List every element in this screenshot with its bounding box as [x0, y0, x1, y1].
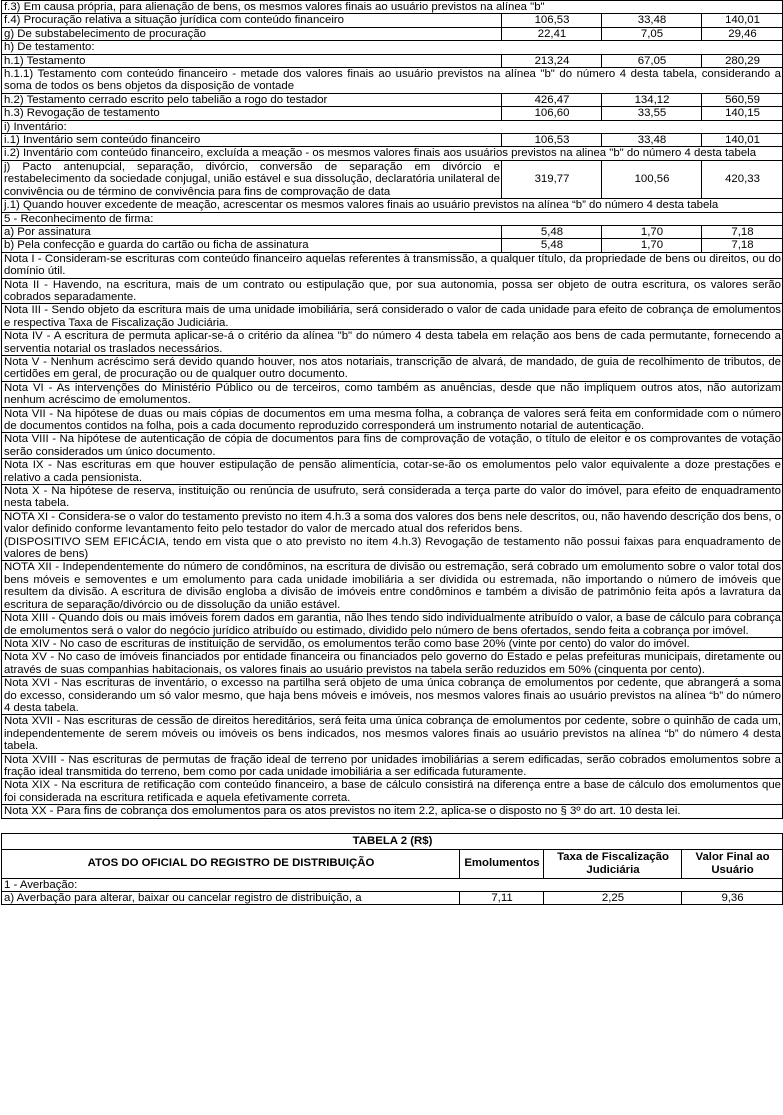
- table-row: [2, 147, 783, 160]
- row-text: [2, 407, 783, 433]
- row-text-main: Nota XIV - No caso de escrituras de instituição de servidão, os emolumentos terão como base 20% (vinte por cento) do valor do imóvel.: [4, 637, 690, 650]
- table-row: [2, 637, 783, 650]
- row-description: g) De substabelecimento de procuração: [2, 27, 502, 40]
- row-text-main: Nota VIII - Na hipótese de autenticação de cópia de documentos para fins de comprovação de votação, o título de eleitor e os comprovantes de votação serão considerados um único documento.: [4, 433, 782, 458]
- table-row: [2, 677, 783, 715]
- row-a-description: a) Averbação para alterar, baixar ou cancelar registro de distribuição, a: [2, 892, 460, 905]
- row-text: [2, 147, 783, 160]
- table-row: [2, 612, 783, 638]
- header-atos: ATOS DO OFICIAL DO REGISTRO DE DISTRIBUIÇÃO: [2, 849, 460, 878]
- table-row: [2, 68, 783, 94]
- row-valor-final: 280,29: [702, 54, 783, 67]
- table-row: [2, 651, 783, 677]
- row-text: [2, 637, 783, 650]
- row-taxa: 33,55: [602, 107, 702, 120]
- row-text: [2, 355, 783, 381]
- row-text-main: NOTA XI - Considera-se o valor do testamento previsto no item 4.h.3 a soma dos valores dos bens nele descritos, ou, não havendo descrição dos bens, o valor definido conforme levantamento feito pelo testador do valor de mercado atual dos referidos bens.: [4, 510, 782, 536]
- row-a-taxa: 2,25: [544, 892, 682, 905]
- row-valor-final: 140,01: [702, 14, 783, 27]
- row-text: [2, 459, 783, 485]
- row-emolumentos: 5,48: [502, 225, 602, 238]
- table-row: [2, 805, 783, 818]
- row-emolumentos: 106,53: [502, 14, 602, 27]
- row-description: h.1) Testamento: [2, 54, 502, 67]
- row-text-main: Nota IX - Nas escrituras em que houver estipulação de pensão alimentícia, cotar-se-ão os emolumentos pelo valor equivalente a doze prestações e relativo a cada pensionista.: [4, 459, 782, 484]
- table-row: [2, 330, 783, 356]
- section-averbacao: 1 - Averbação:: [2, 878, 783, 891]
- table-row: [2, 355, 783, 381]
- row-text-main: f.3) Em causa própria, para alienação de bens, os mesmos valores finais ao usuário previstos na alínea "b": [4, 1, 545, 13]
- row-text-main: Nota XIII - Quando dois ou mais imóveis forem dados em garantia, não lhes tendo sido individualmente atribuído o valor, a base de cálculo para cobrança de emolumentos será o valor do negócio jurídico atribuído ou estimado, dividido pelo número de bens ofertados, sendo feita a cobrança por imóvel.: [4, 612, 782, 637]
- row-text-main: h) De testamento:: [4, 41, 95, 54]
- row-text: [2, 120, 783, 133]
- row-text: [2, 212, 783, 225]
- table-row: [2, 381, 783, 407]
- row-text-main: Nota XX - Para fins de cobrança dos emolumentos para os atos previstos no item 2.2, aplica-se o disposto no § 3º do art. 10 desta lei.: [4, 805, 681, 818]
- row-valor-final: 29,46: [702, 27, 783, 40]
- row-text-main: Nota XVI - Nas escrituras de inventário, o excesso na partilha será objeto de uma única cobrança de emolumentos por cedente, que abrangerá a soma do excesso, considerando um só valor mesmo, que haja bens móveis e imóveis, nos mesmos valores finais ao usuário previstos na alínea “b” do número 4 desta tabela.: [4, 677, 782, 714]
- row-text-main: NOTA XII - Independentemente do número de condôminos, na escritura de divisão ou estremação, será cobrado um emolumento sobre o valor total dos bens móveis e semoventes e um emolumento para cada unidade imobiliária a ser dividida ou estremada, não importando o número de imóveis que resultem da divisão. A escritura de divisão engloba a divisão de imóveis entre condôminos e também a divisão de patrimônio feita após a lavratura da escritura de separação/divórcio ou de dissolução da união estável.: [4, 561, 782, 611]
- row-emolumentos: 22,41: [502, 27, 602, 40]
- row-text: [2, 510, 783, 561]
- table-row: [2, 779, 783, 805]
- row-text: [2, 68, 783, 94]
- table-row: [2, 120, 783, 133]
- row-text-main: i.2) Inventário com conteúdo financeiro, excluída a meação - os mesmos valores finais aos usuários previstos na alinea "b" do número 4 desta tabela: [4, 147, 757, 160]
- row-text-main: Nota XIX - Na escritura de retificação com conteúdo financeiro, a base de cálculo consistirá na diferença entre a base de cálculo dos emolumentos que foi considerada na escritura retificada e aquela efetivamente correta.: [4, 779, 782, 804]
- row-text: [2, 1, 783, 14]
- table-row: [2, 510, 783, 561]
- table-row: [2, 239, 783, 252]
- row-text-main: i) Inventário:: [4, 120, 67, 133]
- table-row: [2, 407, 783, 433]
- row-text: [2, 561, 783, 612]
- fee-table-1: [1, 0, 783, 819]
- table-row: [2, 1, 783, 14]
- table-row: [2, 485, 783, 511]
- table-row: [2, 561, 783, 612]
- row-text: [2, 612, 783, 638]
- row-description: f.4) Procuração relativa a situação jurídica com conteúdo financeiro: [2, 14, 502, 27]
- row-text: [2, 677, 783, 715]
- row-taxa: 100,56: [602, 160, 702, 198]
- row-valor-final: 7,18: [702, 225, 783, 238]
- row-taxa: 67,05: [602, 54, 702, 67]
- row-text-main: h.1.1) Testamento com conteúdo financeiro - metade dos valores finais ao usuário previstos na alínea "b" do número 4 desta tabela, considerando a soma de todos os bens objetos da disposição de vontade: [4, 68, 782, 93]
- table-row: [2, 459, 783, 485]
- row-taxa: 33,48: [602, 134, 702, 147]
- row-text: [2, 41, 783, 54]
- row-text-main: Nota III - Sendo objeto da escritura mais de uma unidade imobiliária, será considerado o valor de cada unidade para efeito de cobrança de emolumentos e respectiva Taxa de Fiscalização Judiciária.: [4, 304, 782, 329]
- row-text-main: Nota V - Nenhum acréscimo será devido quando houver, nos atos notariais, transcrição de alvará, de mandado, de guia de recolhimento de tributos, de certidões em geral, de procuração ou de qualquer outro documento.: [4, 355, 782, 381]
- row-text: [2, 485, 783, 511]
- row-text-main: j.1) Quando houver excedente de meação, acrescentar os mesmos valores finais ao usuário previstos na alínea “b” do número 4 desta tabela: [4, 199, 719, 212]
- table-row: [2, 54, 783, 67]
- document-page: [1, 0, 782, 905]
- row-text: [2, 278, 783, 304]
- row-emolumentos: 106,60: [502, 107, 602, 120]
- row-text: [2, 651, 783, 677]
- row-text: [2, 330, 783, 356]
- header-emolumentos: Emolumentos: [460, 849, 544, 878]
- header-taxa: Taxa de Fiscalização Judiciária: [544, 849, 682, 878]
- row-taxa: 33,48: [602, 14, 702, 27]
- table-row: [2, 93, 783, 106]
- row-description: j) Pacto antenupcial, separação, divórcio, conversão de separação em divórcio e restabelecimento da sociedade conjugal, união estável e sua dissolução, declaratória unilateral de convivência ou de término de convivência para fins de comprovação de data: [2, 160, 502, 198]
- row-text-main: Nota VII - Na hipótese de duas ou mais cópias de documentos em uma mesma folha, a cobrança de valores será feita em conformidade com o número de documentos contidos na folha, pois a cada documento reproduzido corresponderá um instrumento notarial de autenticação.: [4, 407, 782, 432]
- row-text-main: Nota II - Havendo, na escritura, mais de um contrato ou estipulação que, por sua autonomia, possa ser objeto de outra escritura, os valores serão cobrados separadamente.: [4, 278, 782, 303]
- table-row: [2, 14, 783, 27]
- row-emolumentos: 426,47: [502, 93, 602, 106]
- row-text: [2, 753, 783, 779]
- row-text-main: Nota XVIII - Nas escrituras de permutas de fração ideal de terreno por unidades imobiliárias a serem edificadas, serão cobrados emolumentos sobre a fração ideal transmitida do terreno, bem como por cada unidade imobiliária a ser edificada futuramente.: [4, 753, 782, 778]
- table-row: [2, 134, 783, 147]
- row-text-main: Nota VI - As intervenções do Ministério Público ou de terceiros, como também as anuências, desde que não impliquem outros atos, não autorizam nenhum acréscimo de emolumentos.: [4, 381, 782, 407]
- row-text: [2, 304, 783, 330]
- row-text: [2, 805, 783, 818]
- row-valor-final: 420,33: [702, 160, 783, 198]
- row-text-extra: (DISPOSITIVO SEM EFICÁCIA, tendo em vista que o ato previsto no item 4.h.3) Revogação de testamento não possui faixas para enquadramento de valores de bens): [4, 535, 782, 561]
- row-emolumentos: 213,24: [502, 54, 602, 67]
- row-text: [2, 381, 783, 407]
- row-text: [2, 199, 783, 212]
- table2-title: TABELA 2 (R$): [2, 833, 783, 849]
- row-text: [2, 252, 783, 278]
- row-text-main: Nota X - Na hipótese de reserva, instituição ou renúncia de usufruto, será considerada a terça parte do valor do imóvel, para efeito de enquadramento nesta tabela.: [4, 485, 782, 510]
- row-text: [2, 433, 783, 459]
- row-description: i.1) Inventário sem conteúdo financeiro: [2, 134, 502, 147]
- row-a-valor: 9,36: [682, 892, 783, 905]
- row-taxa: 134,12: [602, 93, 702, 106]
- table-row: [2, 212, 783, 225]
- header-valor: Valor Final ao Usuário: [682, 849, 783, 878]
- table-row: [2, 278, 783, 304]
- row-valor-final: 140,01: [702, 134, 783, 147]
- row-text: [2, 779, 783, 805]
- row-taxa: 7,05: [602, 27, 702, 40]
- table-row: [2, 27, 783, 40]
- row-text-main: Nota IV - A escritura de permuta aplicar-se-á o critério da alínea "b" do número 4 desta tabela em relação aos bens de cada permutante, fornecendo a serventia notarial os traslados necessários.: [4, 330, 782, 355]
- row-emolumentos: 106,53: [502, 134, 602, 147]
- table-row: [2, 199, 783, 212]
- row-emolumentos: 5,48: [502, 239, 602, 252]
- row-valor-final: 560,59: [702, 93, 783, 106]
- table-row: [2, 304, 783, 330]
- table-row: [2, 753, 783, 779]
- row-text: [2, 715, 783, 753]
- row-valor-final: 7,18: [702, 239, 783, 252]
- row-a-emolumentos: 7,11: [460, 892, 544, 905]
- row-taxa: 1,70: [602, 225, 702, 238]
- fee-table-2: [1, 833, 783, 906]
- row-text-main: 5 - Reconhecimento de firma:: [4, 212, 154, 225]
- table-row: [2, 225, 783, 238]
- row-description: b) Pela confecção e guarda do cartão ou ficha de assinatura: [2, 239, 502, 252]
- table-row: [2, 41, 783, 54]
- row-taxa: 1,70: [602, 239, 702, 252]
- table-row: [2, 715, 783, 753]
- row-emolumentos: 319,77: [502, 160, 602, 198]
- table-row: [2, 107, 783, 120]
- row-text-main: Nota XVII - Nas escrituras de cessão de direitos hereditários, será feita uma única cobrança de emolumentos por cedente, sobre o quinhão de cada um, independentemente de serem móveis ou imóveis os bens indicados, nos mesmos valores finais ao usuário previstos na alínea “b” do número 4 desta tabela.: [4, 715, 782, 753]
- row-description: h.3) Revogação de testamento: [2, 107, 502, 120]
- row-text-main: Nota XV - No caso de imóveis financiados por entidade financeira ou financiados pelo governo do Estado e pelas prefeituras municipais, diretamente ou através de suas companhias habitacionais, os valores finais ao usuário previstos na tabela serão reduzidos em 50% (cinquenta por cento).: [4, 651, 782, 676]
- row-description: a) Por assinatura: [2, 225, 502, 238]
- row-text-main: Nota I - Consideram-se escrituras com conteúdo financeiro aquelas referentes à transmissão, a qualquer título, da propriedade de bens ou direitos, ou do domínio útil.: [4, 252, 782, 278]
- row-valor-final: 140,15: [702, 107, 783, 120]
- table-row: [2, 252, 783, 278]
- row-description: h.2) Testamento cerrado escrito pelo tabelião a rogo do testador: [2, 93, 502, 106]
- table-row: [2, 433, 783, 459]
- table-row: [2, 160, 783, 198]
